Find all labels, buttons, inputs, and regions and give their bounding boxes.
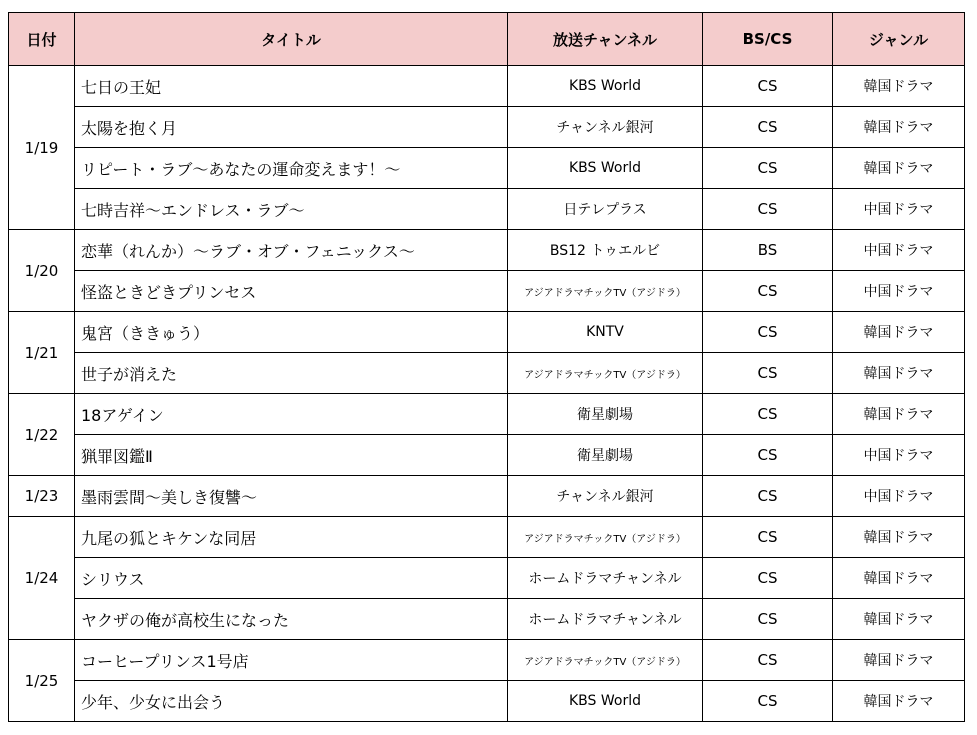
channel-cell: BS12 トゥエルビ — [508, 230, 703, 271]
table-row — [9, 148, 965, 189]
title-cell: 七日の王妃 — [75, 66, 508, 107]
schedule-table — [8, 12, 965, 722]
channel-cell: ホームドラマチャンネル — [508, 599, 703, 640]
genre-cell: 韓国ドラマ — [833, 353, 965, 394]
bscs-cell: CS — [703, 189, 833, 230]
title-cell: ヤクザの俺が高校生になった — [75, 599, 508, 640]
bscs-cell: CS — [703, 599, 833, 640]
channel-cell: アジアドラマチックTV（アジドラ） — [508, 517, 703, 558]
genre-cell: 中国ドラマ — [833, 271, 965, 312]
date-cell: 1/19 — [9, 66, 75, 230]
table-row — [9, 394, 965, 435]
genre-cell: 韓国ドラマ — [833, 558, 965, 599]
channel-cell: 衛星劇場 — [508, 394, 703, 435]
genre-cell: 韓国ドラマ — [833, 312, 965, 353]
genre-cell: 韓国ドラマ — [833, 394, 965, 435]
table-row — [9, 476, 965, 517]
table-row — [9, 599, 965, 640]
table-row — [9, 640, 965, 681]
header-bscs: BS/CS — [703, 13, 833, 66]
table-row — [9, 558, 965, 599]
header-genre: ジャンル — [833, 13, 965, 66]
genre-cell: 中国ドラマ — [833, 476, 965, 517]
table-row — [9, 66, 965, 107]
bscs-cell: CS — [703, 640, 833, 681]
bscs-cell: CS — [703, 476, 833, 517]
date-cell: 1/20 — [9, 230, 75, 312]
channel-cell: 日テレプラス — [508, 189, 703, 230]
header-date: 日付 — [9, 13, 75, 66]
table-row — [9, 517, 965, 558]
bscs-cell: CS — [703, 312, 833, 353]
channel-cell: 衛星劇場 — [508, 435, 703, 476]
genre-cell: 中国ドラマ — [833, 189, 965, 230]
table-row — [9, 312, 965, 353]
bscs-cell: CS — [703, 517, 833, 558]
bscs-cell: BS — [703, 230, 833, 271]
channel-cell: アジアドラマチックTV（アジドラ） — [508, 271, 703, 312]
header-row — [9, 13, 965, 66]
table-row — [9, 681, 965, 722]
genre-cell: 中国ドラマ — [833, 230, 965, 271]
channel-cell: KBS World — [508, 681, 703, 722]
bscs-cell: CS — [703, 394, 833, 435]
date-cell: 1/23 — [9, 476, 75, 517]
table-row — [9, 230, 965, 271]
title-cell: コーヒープリンス1号店 — [75, 640, 508, 681]
title-cell: 墨雨雲間～美しき復讐～ — [75, 476, 508, 517]
schedule-table-container — [8, 12, 965, 722]
table-row — [9, 435, 965, 476]
genre-cell: 韓国ドラマ — [833, 517, 965, 558]
date-cell: 1/21 — [9, 312, 75, 394]
channel-cell: KNTV — [508, 312, 703, 353]
header-channel: 放送チャンネル — [508, 13, 703, 66]
title-cell: 猟罪図鑑Ⅱ — [75, 435, 508, 476]
channel-cell: チャンネル銀河 — [508, 107, 703, 148]
bscs-cell: CS — [703, 558, 833, 599]
channel-cell: チャンネル銀河 — [508, 476, 703, 517]
bscs-cell: CS — [703, 435, 833, 476]
title-cell: 少年、少女に出会う — [75, 681, 508, 722]
bscs-cell: CS — [703, 66, 833, 107]
genre-cell: 中国ドラマ — [833, 435, 965, 476]
title-cell: 怪盗ときどきプリンセス — [75, 271, 508, 312]
title-cell: リピート・ラブ～あなたの運命変えます！～ — [75, 148, 508, 189]
channel-cell: KBS World — [508, 66, 703, 107]
genre-cell: 韓国ドラマ — [833, 66, 965, 107]
schedule-body — [9, 66, 965, 722]
channel-cell: KBS World — [508, 148, 703, 189]
title-cell: 九尾の狐とキケンな同居 — [75, 517, 508, 558]
title-cell: シリウス — [75, 558, 508, 599]
date-cell: 1/22 — [9, 394, 75, 476]
date-cell: 1/25 — [9, 640, 75, 722]
bscs-cell: CS — [703, 107, 833, 148]
channel-cell: ホームドラマチャンネル — [508, 558, 703, 599]
date-cell: 1/24 — [9, 517, 75, 640]
genre-cell: 韓国ドラマ — [833, 640, 965, 681]
genre-cell: 韓国ドラマ — [833, 599, 965, 640]
bscs-cell: CS — [703, 353, 833, 394]
channel-cell: アジアドラマチックTV（アジドラ） — [508, 640, 703, 681]
bscs-cell: CS — [703, 681, 833, 722]
bscs-cell: CS — [703, 271, 833, 312]
table-row — [9, 353, 965, 394]
title-cell: 世子が消えた — [75, 353, 508, 394]
header-title: タイトル — [75, 13, 508, 66]
genre-cell: 韓国ドラマ — [833, 681, 965, 722]
genre-cell: 韓国ドラマ — [833, 107, 965, 148]
title-cell: 恋華（れんか）～ラブ・オブ・フェニックス～ — [75, 230, 508, 271]
title-cell: 鬼宮（ききゅう） — [75, 312, 508, 353]
bscs-cell: CS — [703, 148, 833, 189]
channel-cell: アジアドラマチックTV（アジドラ） — [508, 353, 703, 394]
genre-cell: 韓国ドラマ — [833, 148, 965, 189]
table-row — [9, 189, 965, 230]
title-cell: 七時吉祥～エンドレス・ラブ～ — [75, 189, 508, 230]
table-row — [9, 107, 965, 148]
table-row — [9, 271, 965, 312]
title-cell: 18アゲイン — [75, 394, 508, 435]
title-cell: 太陽を抱く月 — [75, 107, 508, 148]
